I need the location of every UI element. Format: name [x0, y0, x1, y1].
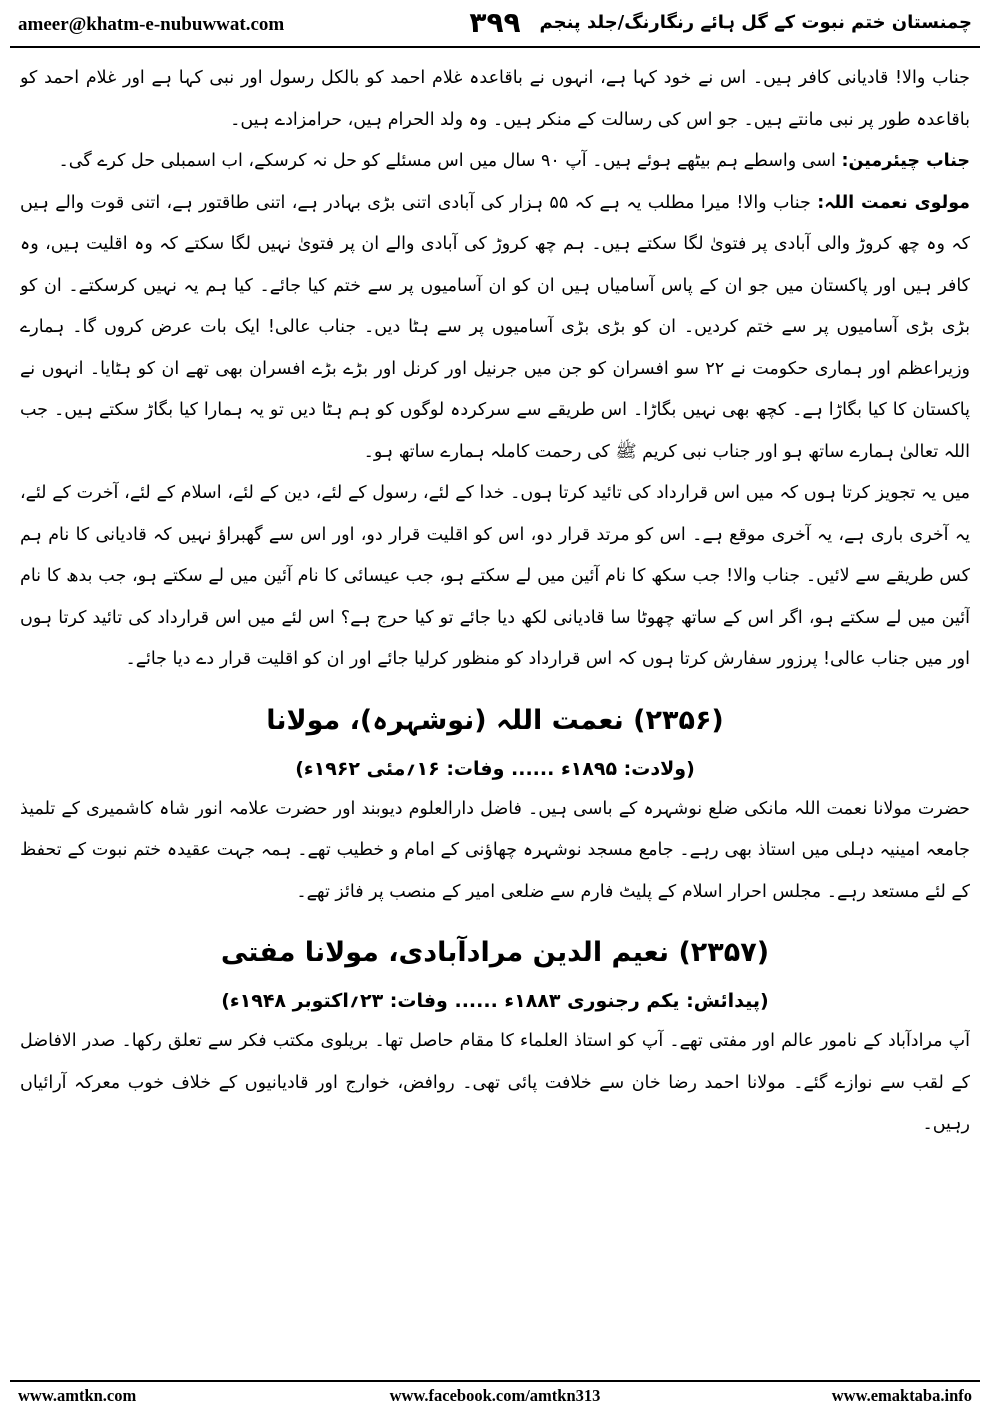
section-text-2357: آپ مرادآباد کے نامور عالم اور مفتی تھے۔ آپ کو استاذ العلماء کا مقام حاصل تھا۔ بریلوی مکتب فکر سے تعلق رکھا۔ صدر الافاضل کے لقب سے نوازے گئے۔ مولانا احمد رضا خان سے خلافت پائی تھی۔ روافض، خوارج اور قادیانیوں کے خلاف خوب معرکہ آرائیاں رہیں۔ [20, 1031, 970, 1134]
paragraph-2 [20, 141, 970, 183]
page-number: ۳۹۹ [469, 6, 521, 39]
book-title: چمنستان ختم نبوت کے گل ہائے رنگارنگ/جلد پنجم [539, 12, 972, 33]
paragraph-1: جناب والا! قادیانی کافر ہیں۔ اس نے خود کہا ہے، انہوں نے باقاعدہ غلام احمد کو بالکل رسول اور نبی کہا ہے اور غلام احمد کو باقاعدہ طور پر نبی مانتے ہیں۔ جو اس کی رسالت کے منکر ہیں۔ وہ ولد الحرام ہیں، حرامزادے ہیں۔ [20, 68, 970, 130]
section-heading-2357: (۲۳۵۷) نعیم الدین مرادآبادی، مولانا مفتی [220, 937, 770, 968]
header-email: ameer@khatm-e-nubuwwat.com [18, 14, 285, 35]
paragraph-3 [20, 183, 970, 474]
section-dates-2357: (پیدائش: یکم رجنوری ۱۸۸۳ء ...... وفات: ۲۳؍اکتوبر ۱۹۴۸ء) [221, 990, 769, 1012]
footer-link-amtkn[interactable]: www.amtkn.com [18, 1386, 137, 1405]
page-body [20, 58, 970, 1374]
paragraph-2-text: اسی واسطے ہم بیٹھے ہوئے ہیں۔ آپ ۹۰ سال میں اس مسئلے کو حل نہ کرسکے، اب اسمبلی حل کرے گی۔ [58, 151, 836, 171]
speaker-nimatullah: مولوی نعمت اللہ: [817, 192, 970, 213]
section-heading-2356: (۲۳۵۶) نعمت اللہ (نوشہرہ)، مولانا [266, 704, 724, 736]
page-header [10, 6, 980, 46]
footer-link-facebook[interactable]: www.facebook.com/amtkn313 [389, 1386, 601, 1405]
section-dates-2356: (ولادت: ۱۸۹۵ء ...... وفات: ۱۶؍مئی ۱۹۶۲ء) [295, 757, 695, 780]
paragraph-3-text: جناب والا! میرا مطلب یہ ہے کہ ۵۵ ہزار کی آبادی اتنی بڑی بہادر ہے، اتنی طاقتور ہے، اتنی قوت والے ہیں کہ وہ چھ کروڑ والی آبادی پر فتویٰ لگا سکتے ہیں۔ ہم چھ کروڑ کی آبادی والے ان پر فتویٰ نہیں لگا سکتے کہ وہ اقلیت ہیں، وہ کافر ہیں اور پاکستان میں جو ان کے پاس آسامیاں ہیں ان کو ان آسامیوں پر سے ختم کیا جائے۔ کیا ہم یہ نہیں کرسکتے۔ ان کو بڑی بڑی آسامیوں پر سے ختم کردیں۔ ان کو بڑی بڑی آسامیوں پر سے ہٹا دیں۔ جناب عالی! ایک بات عرض کروں گا۔ ہمارے وزیراعظم اور ہماری حکومت نے ۲۲ سو افسران کو جن میں جرنیل اور کرنل اور بڑے بڑے افسران بھی تھے ان کو ہٹایا۔ انہوں نے پاکستان کا کیا بگاڑا ہے۔ کچھ بھی نہیں بگاڑا۔ اس طریقے سے سرکردہ لوگوں کو ہم ہٹا دیں تو یہ ہمارا کیا بگاڑ سکتے ہیں۔ جب اللہ تعالیٰ ہمارے ساتھ ہو اور جناب نبی کریم ﷺ کی رحمت کاملہ ہمارے ساتھ ہو۔ [20, 192, 970, 462]
speaker-chairman: جناب چیئرمین: [841, 151, 970, 171]
paragraph-4: میں یہ تجویز کرتا ہوں کہ میں اس قرارداد کی تائید کرتا ہوں۔ خدا کے لئے، رسول کے لئے، دین کے لئے، اسلام کے لئے، آخرت کے لئے، یہ آخری باری ہے، یہ آخری موقع ہے۔ اس کو مرتد قرار دو، اس کو اقلیت قرار دو، اور اس سے گھبراؤ نہیں کہ قادیانی کا نام ہم کس طریقے سے لائیں۔ جناب والا! جب سکھ کا نام آئین میں لے سکتے ہو، جب عیسائی کا نام آئین میں لے سکتے ہو، جب بدھ کا نام آئین میں لے سکتے ہو، اگر اس کے ساتھ چھوٹا سا قادیانی لکھ دیا جائے تو کیا حرج ہے؟ اس لئے میں اس قرارداد کی تائید کرتا ہوں اور میں جناب عالی! پرزور سفارش کرتا ہوں کہ اس قرارداد کو منظور کرلیا جائے اور ان کو اقلیت قرار دے دیا جائے۔ [20, 483, 970, 669]
footer-divider [10, 1380, 980, 1382]
section-text-2356: حضرت مولانا نعمت اللہ مانکی ضلع نوشہرہ کے باسی ہیں۔ فاضل دارالعلوم دیوبند اور حضرت علامہ انور شاہ کاشمیری کے تلمیذ جامعہ امینیہ دہلی میں استاذ بھی رہے۔ جامع مسجد نوشہرہ چھاؤنی کے امام و خطیب تھے۔ ہمہ جہت عقیدہ ختم نبوت کے تحفظ کے لئے مستعد رہے۔ مجلس احرار اسلام کے پلیٹ فارم سے ضلعی امیر کے منصب پر فائز تھے۔ [20, 798, 970, 902]
header-divider [10, 46, 980, 48]
footer-link-emaktaba[interactable]: www.emaktaba.info [831, 1386, 972, 1405]
page-footer [10, 1386, 980, 1416]
